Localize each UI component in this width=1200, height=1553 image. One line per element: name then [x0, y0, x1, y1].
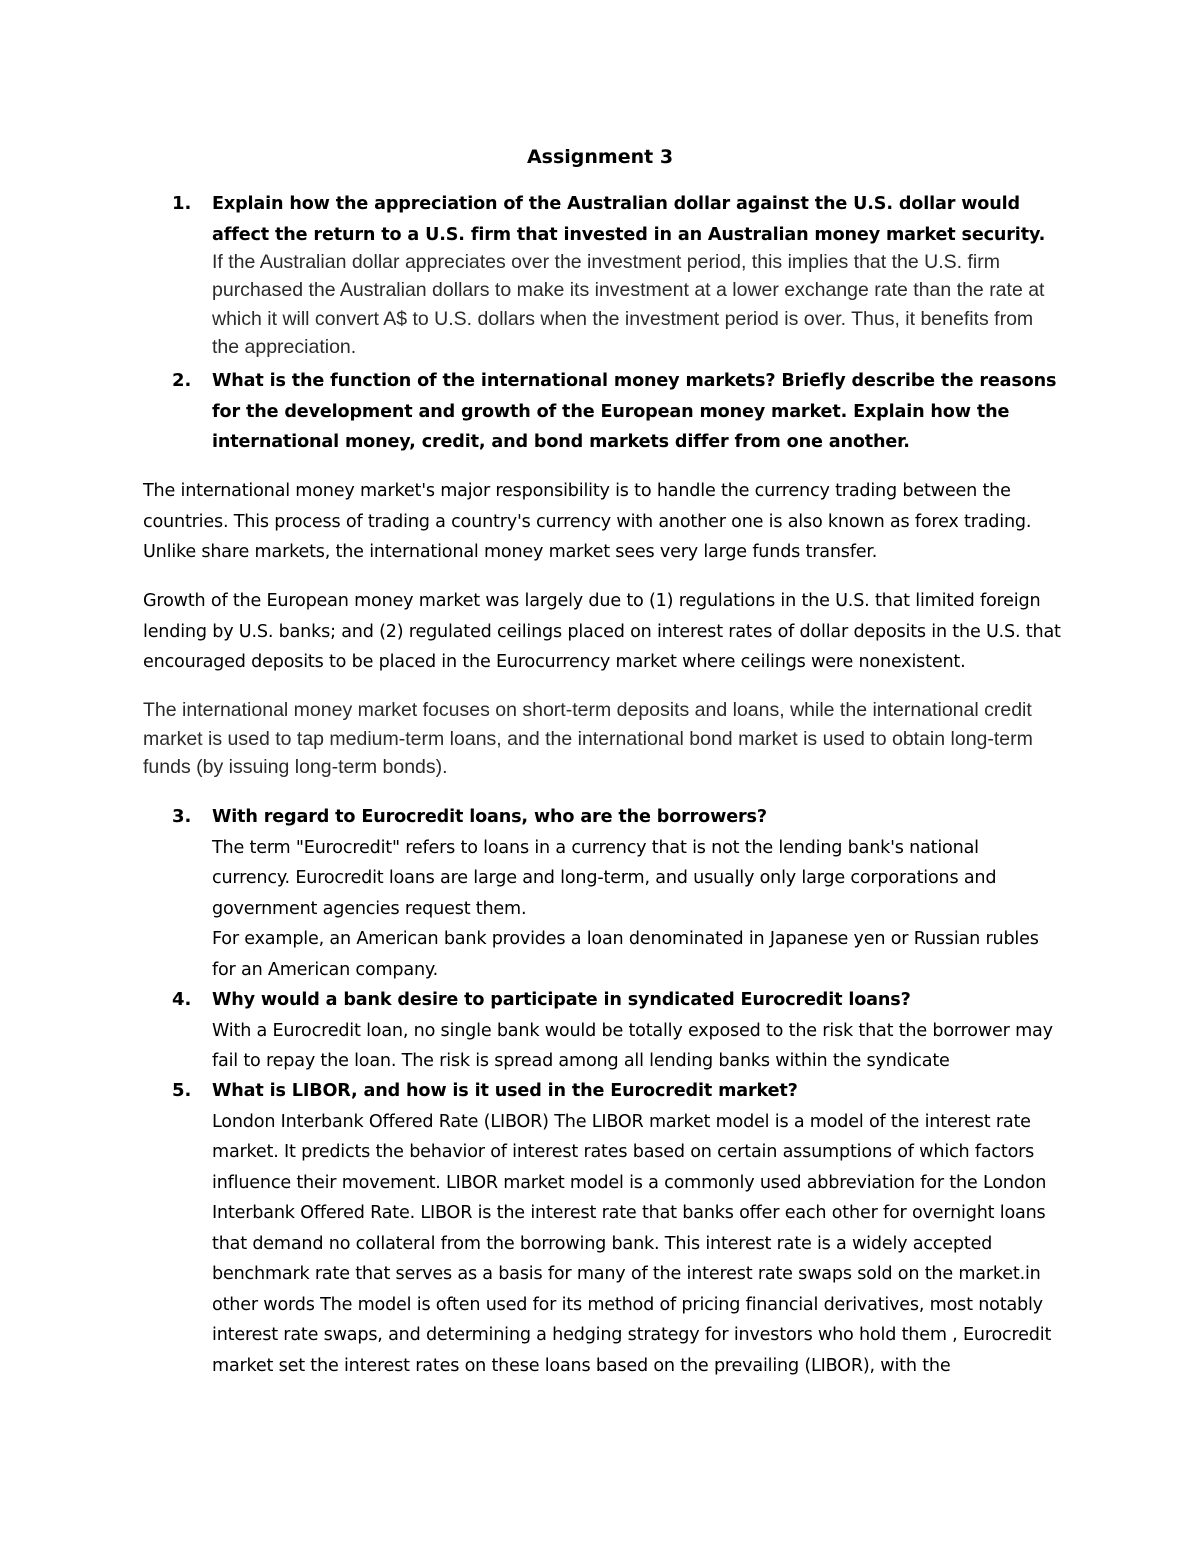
question-3-number: 3.: [172, 806, 192, 827]
answer-2-paragraph-2: Growth of the European money market was largely due to (1) regulations in the U.S. that limited foreign lending by U.S. banks; and (2) regulated ceilings placed on interest rates of dollar deposits in the U.S. that encouraged deposits to be placed in the Eurocurrency market where ceilings were nonexistent.: [143, 591, 1061, 672]
question-2-text: What is the function of the international money markets? Briefly describe the reasons for the development and growth of the European money market. Explain how the international money, credit, and bond markets differ from one another.: [212, 371, 1057, 452]
question-2-number: 2.: [172, 370, 192, 391]
question-4-number: 4.: [172, 989, 192, 1010]
question-1: [212, 189, 1062, 361]
question-5: [212, 1076, 1062, 1381]
question-1-number: 1.: [172, 193, 192, 214]
question-5-number: 5.: [172, 1080, 192, 1101]
question-1-answer: If the Australian dollar appreciates over the investment period, this implies that the U.S. firm purchased the Australian dollars to make its investment at a lower exchange rate than the rate at which it will convert A$ to U.S. dollars when the investment period is over. Thus, it benefits from the appreciation.: [212, 251, 1045, 358]
answer-2-paragraph-1: The international money market's major responsibility is to handle the currency trading between the countries. This process of trading a country's currency with another one is also known as forex trading. Unlike share markets, the international money market sees very large funds transfer.: [143, 481, 1032, 562]
question-1-text: Explain how the appreciation of the Australian dollar against the U.S. dollar would affect the return to a U.S. firm that invested in an Australian money market security.: [212, 194, 1046, 245]
question-3: [212, 802, 1062, 985]
question-4: [212, 985, 1062, 1077]
page-title: Assignment 3: [526, 146, 674, 168]
question-2: [212, 366, 1062, 458]
question-4-text: Why would a bank desire to participate in syndicated Eurocredit loans?: [212, 990, 911, 1010]
question-5-text: What is LIBOR, and how is it used in the Eurocredit market?: [212, 1081, 798, 1101]
question-5-answer: London Interbank Offered Rate (LIBOR) The LIBOR market model is a model of the interest rate market. It predicts the behavior of interest rates based on certain assumptions of which factors influence their movement. LIBOR market model is a commonly used abbreviation for the London Interbank Offered Rate. LIBOR is the interest rate that banks offer each other for overnight loans that demand no collateral from the borrowing bank. This interest rate is a widely accepted benchmark rate that serves as a basis for many of the interest rate swaps sold on the market.in other words The model is often used for its method of pricing financial derivatives, most notably interest rate swaps, and determining a hedging strategy for investors who hold them , Eurocredit market set the interest rates on these loans based on the prevailing (LIBOR), with the: [212, 1111, 1052, 1376]
answer-2-paragraph-3: The international money market focuses on short-term deposits and loans, while the international credit market is used to tap medium-term loans, and the international bond market is used to obtain long-term funds (by issuing long-term bonds).: [143, 699, 1033, 778]
question-3-answer-2: For example, an American bank provides a loan denominated in Japanese yen or Russian rubles for an American company.: [212, 929, 1039, 980]
question-4-answer: With a Eurocredit loan, no single bank would be totally exposed to the risk that the borrower may fail to repay the loan. The risk is spread among all lending banks within the syndicate: [212, 1020, 1053, 1071]
question-3-answer-1: The term "Eurocredit" refers to loans in a currency that is not the lending bank's national currency. Eurocredit loans are large and long-term, and usually only large corporations and government agencies request them.: [212, 837, 997, 919]
question-3-text: With regard to Eurocredit loans, who are the borrowers?: [212, 807, 767, 827]
